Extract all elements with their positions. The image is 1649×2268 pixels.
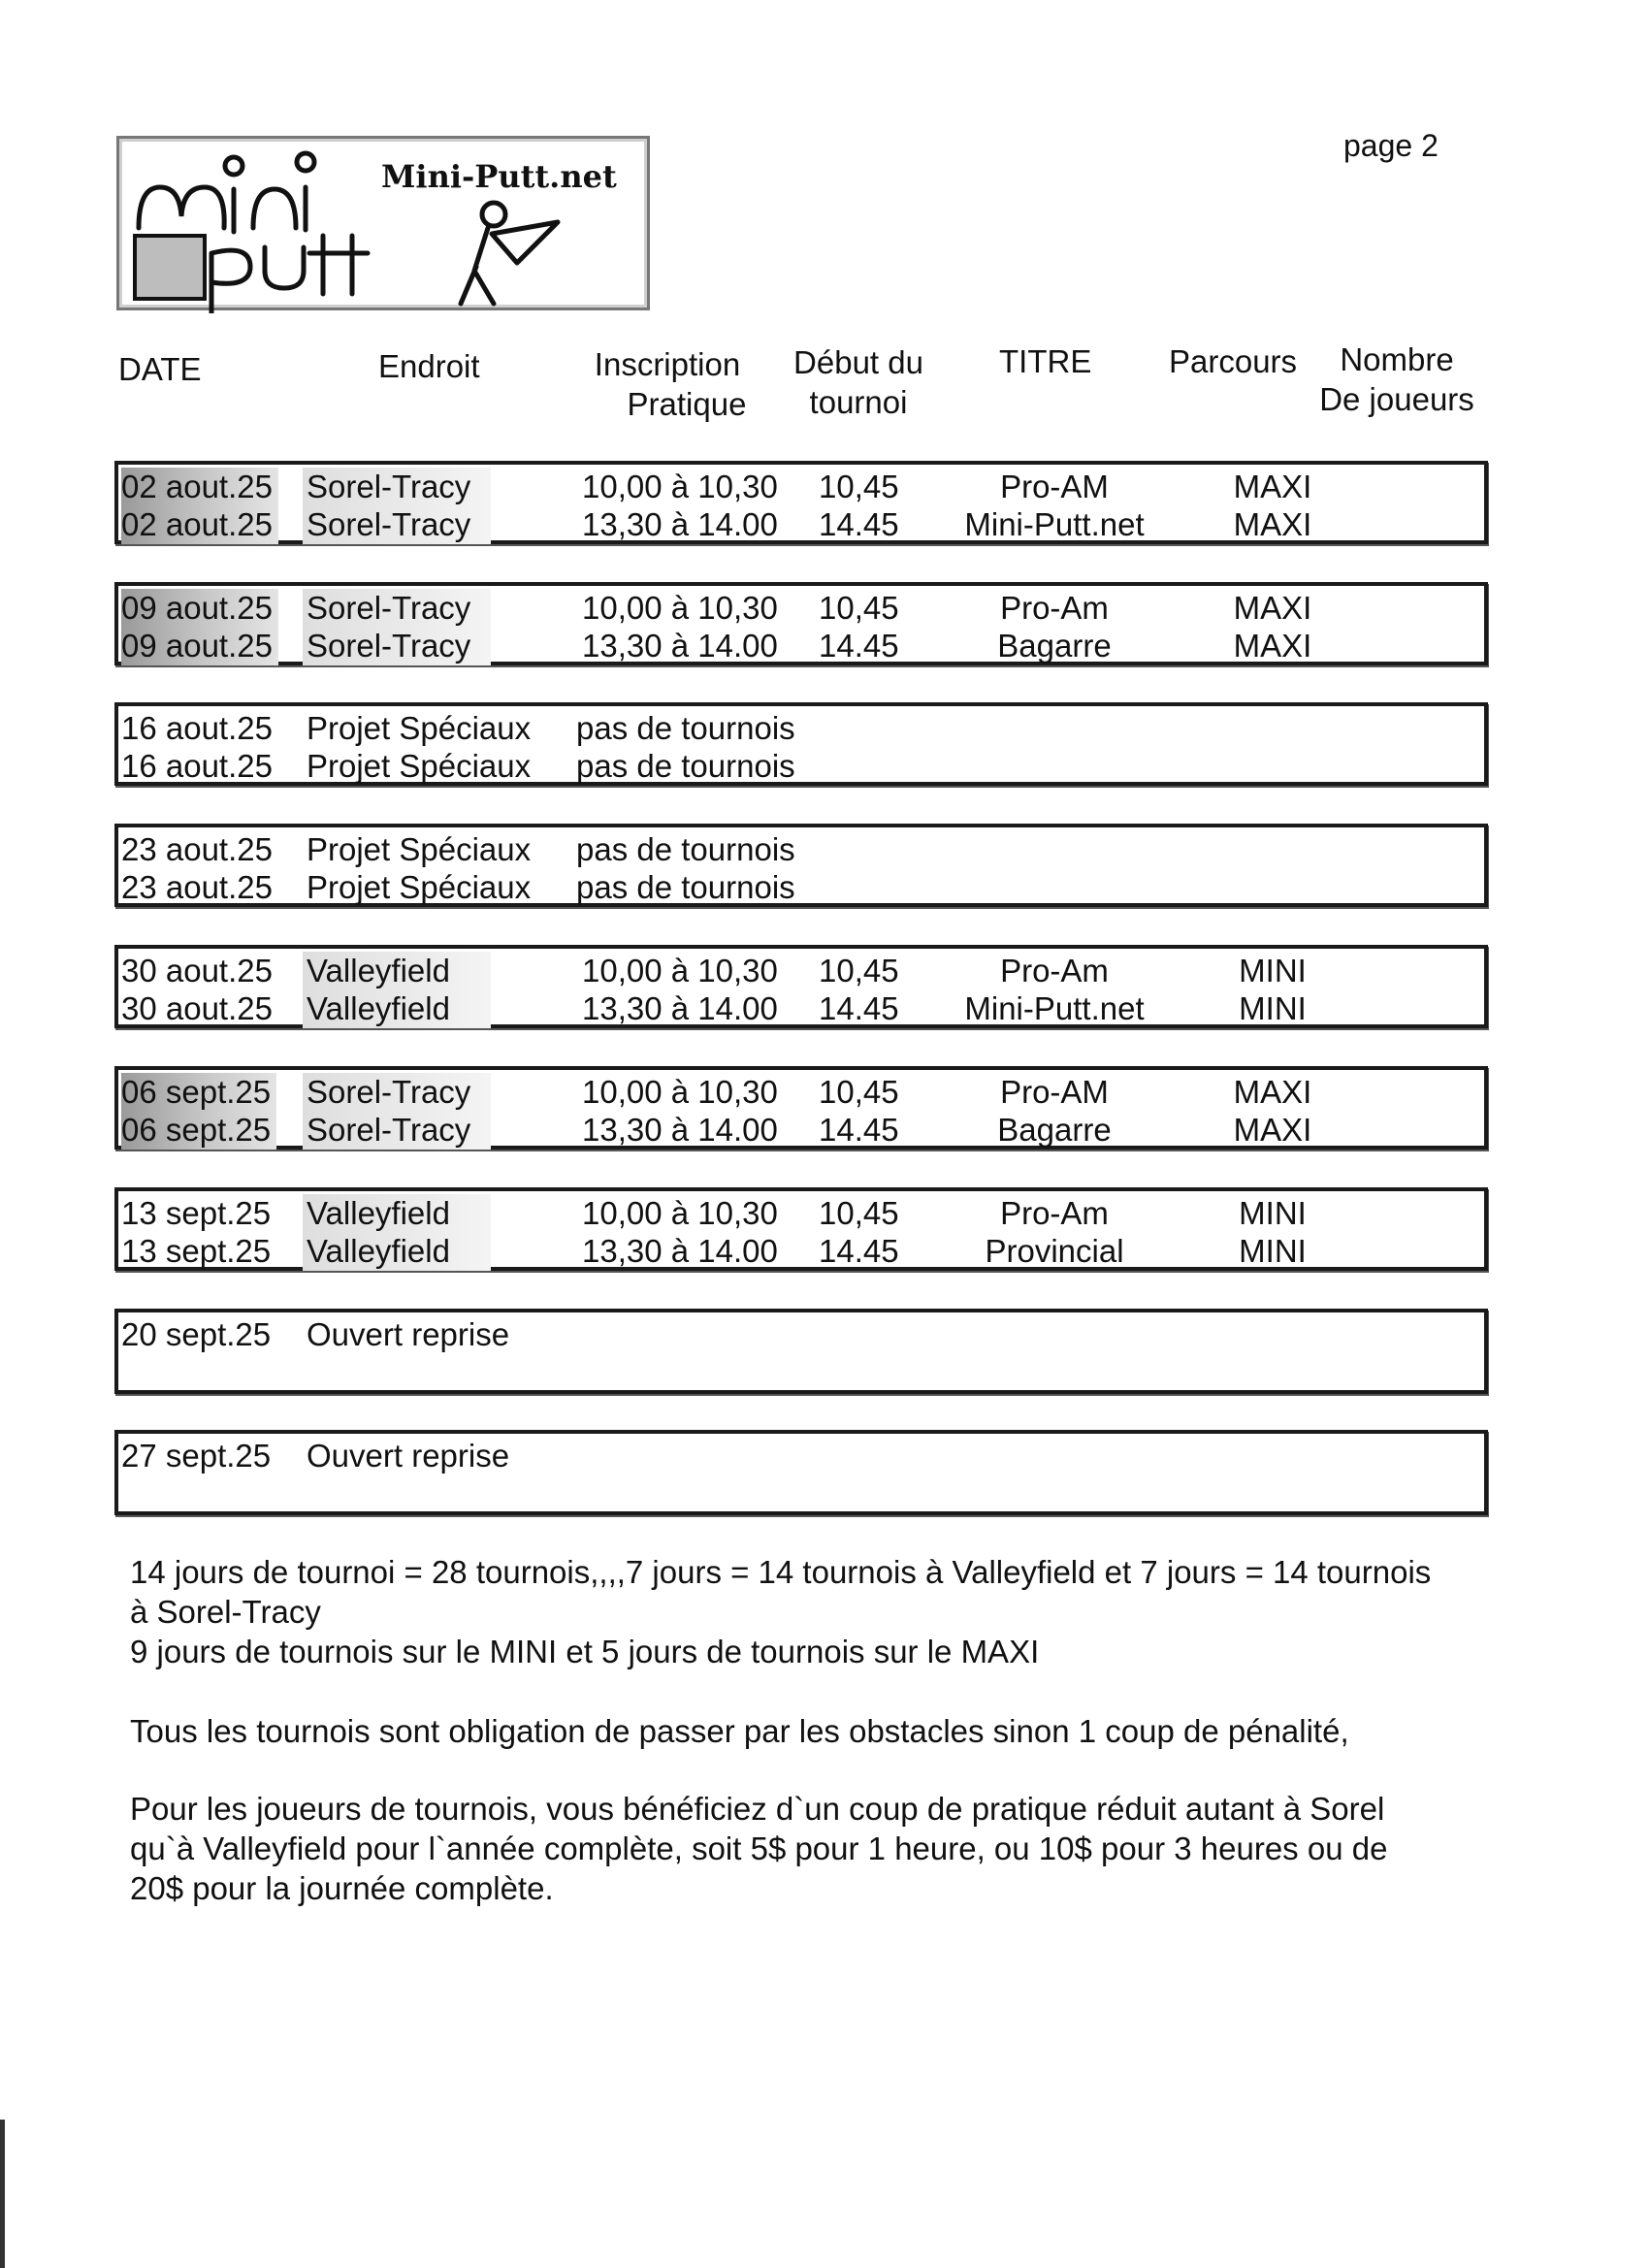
schedule-row (118, 952, 1484, 990)
row-titre: Pro-AM (1000, 469, 1109, 504)
row-date: 30 aout.25 (121, 953, 273, 988)
row-parcours: MINI (1239, 1233, 1307, 1269)
schedule-row (118, 1194, 1484, 1233)
row-inscription: 13,30 à 14.00 (582, 1112, 778, 1148)
row-titre: Bagarre (997, 1112, 1112, 1148)
note-practice-pricing (130, 1789, 1498, 1908)
header-date: DATE (118, 351, 202, 387)
row-date: 02 aout.25 (121, 505, 278, 544)
row-inscription: 13,30 à 14.00 (582, 506, 778, 542)
row-parcours: MAXI (1233, 469, 1312, 504)
schedule-block (114, 1187, 1488, 1271)
header-nombre-line2: De joueurs (1319, 381, 1474, 417)
note-line: à Sorel-Tracy (130, 1594, 321, 1630)
row-inscription: 10,00 à 10,30 (582, 1074, 778, 1110)
row-titre: Pro-Am (1000, 953, 1109, 988)
note-line: qu`à Valleyfield pour l`année complète, soit 5$ pour 1 heure, ou 10$ pour 3 heures ou de (130, 1831, 1388, 1866)
row-location: Valleyfield (303, 1194, 491, 1233)
row-location: Ouvert reprise (307, 1316, 510, 1352)
header-nombre-line1: Nombre (1340, 341, 1454, 377)
row-inscription: 10,00 à 10,30 (582, 953, 778, 988)
note-penalty (130, 1711, 1498, 1751)
schedule-row (118, 830, 1484, 869)
row-titre: Pro-Am (1000, 1195, 1109, 1231)
row-date: 30 aout.25 (121, 990, 273, 1026)
row-inscription: 13,30 à 14.00 (582, 1233, 778, 1269)
row-location: Valleyfield (303, 952, 491, 990)
schedule-row (118, 1315, 1484, 1354)
schedule-row (118, 868, 1484, 907)
row-date: 13 sept.25 (121, 1233, 272, 1269)
schedule-block (114, 824, 1488, 907)
schedule-row (118, 589, 1484, 628)
note-line: Tous les tournois sont obligation de passer par les obstacles sinon 1 coup de pénalité, (130, 1713, 1349, 1749)
note-line: 14 jours de tournoi = 28 tournois,,,,7 jours = 14 tournois à Valleyfield et 7 jours = 14 tournois (130, 1554, 1432, 1590)
row-inscription: pas de tournois (576, 869, 795, 905)
schedule-row (118, 989, 1484, 1028)
row-debut: 10,45 (819, 1195, 899, 1231)
row-location: Sorel-Tracy (303, 468, 491, 506)
logo-site-name: Mini-Putt.net (381, 158, 617, 195)
row-parcours: MINI (1239, 1195, 1307, 1231)
row-titre: Mini-Putt.net (964, 506, 1145, 542)
schedule-block (114, 702, 1488, 786)
row-date: 09 aout.25 (121, 627, 278, 665)
header-debut (781, 342, 936, 422)
row-parcours: MAXI (1233, 506, 1312, 542)
row-date: 06 sept.25 (121, 1073, 276, 1112)
row-inscription: 13,30 à 14.00 (582, 628, 778, 664)
row-parcours: MINI (1239, 990, 1307, 1026)
row-parcours: MAXI (1233, 590, 1312, 626)
row-inscription: pas de tournois (576, 748, 795, 784)
row-date: 23 aout.25 (121, 831, 273, 867)
page-number: page 2 (1343, 128, 1439, 163)
row-date: 23 aout.25 (121, 869, 273, 905)
row-date: 16 aout.25 (121, 710, 273, 746)
row-parcours: MINI (1239, 953, 1307, 988)
header-inscription (570, 344, 764, 424)
schedule-row (118, 1437, 1484, 1475)
row-location: Valleyfield (303, 989, 491, 1028)
row-inscription: 10,00 à 10,30 (582, 469, 778, 504)
header-nombre (1314, 340, 1479, 419)
row-location: Valleyfield (303, 1232, 491, 1271)
row-titre: Provincial (985, 1233, 1124, 1269)
note-line: 9 jours de tournois sur le MINI et 5 jours de tournois sur le MAXI (130, 1634, 1040, 1669)
header-debut-line1: Début du (793, 344, 923, 380)
row-titre: Pro-AM (1000, 1074, 1109, 1110)
schedule-block (114, 1309, 1488, 1394)
row-date: 06 sept.25 (121, 1111, 276, 1150)
schedule-row (118, 505, 1484, 544)
scan-margin-mark (0, 2120, 5, 2268)
schedule-block (114, 945, 1488, 1028)
row-date: 16 aout.25 (121, 748, 273, 784)
schedule-row (118, 1111, 1484, 1150)
row-debut: 10,45 (819, 590, 899, 626)
header-inscription-line2: Pratique (627, 386, 747, 422)
schedule-row (118, 1232, 1484, 1271)
schedule-row (118, 468, 1484, 506)
schedule-row (118, 627, 1484, 665)
row-location: Projet Spéciaux (307, 869, 532, 905)
schedule-row (118, 747, 1484, 786)
row-titre: Mini-Putt.net (964, 990, 1145, 1026)
row-location: Sorel-Tracy (303, 1073, 491, 1112)
row-titre: Bagarre (997, 628, 1112, 664)
row-debut: 14.45 (819, 506, 899, 542)
row-debut: 14.45 (819, 1233, 899, 1269)
row-location: Sorel-Tracy (303, 627, 491, 665)
row-location: Sorel-Tracy (303, 505, 491, 544)
row-date: 09 aout.25 (121, 589, 278, 628)
header-titre: TITRE (999, 343, 1092, 379)
row-location: Sorel-Tracy (303, 589, 491, 628)
row-inscription: pas de tournois (576, 831, 795, 867)
schedule-block (114, 1430, 1488, 1515)
schedule-block (114, 1066, 1488, 1150)
row-location: Ouvert reprise (307, 1438, 510, 1474)
row-parcours: MAXI (1233, 628, 1312, 664)
schedule-block (114, 582, 1488, 665)
schedule-row (118, 709, 1484, 748)
schedule-block (114, 461, 1488, 544)
row-date: 20 sept.25 (121, 1316, 272, 1352)
row-inscription: pas de tournois (576, 710, 795, 746)
row-debut: 14.45 (819, 990, 899, 1026)
note-line: 20$ pour la journée complète. (130, 1870, 554, 1906)
row-debut: 14.45 (819, 628, 899, 664)
row-titre: Pro-Am (1000, 590, 1109, 626)
row-inscription: 10,00 à 10,30 (582, 1195, 778, 1231)
schedule-row (118, 1073, 1484, 1112)
row-date: 13 sept.25 (121, 1195, 272, 1231)
row-parcours: MAXI (1233, 1074, 1312, 1110)
note-line: Pour les joueurs de tournois, vous bénéficiez d`un coup de pratique réduit autant à Sorel (130, 1791, 1385, 1827)
row-parcours: MAXI (1233, 1112, 1312, 1148)
header-endroit: Endroit (378, 348, 480, 384)
header-debut-line2: tournoi (809, 384, 908, 420)
row-location: Projet Spéciaux (307, 710, 532, 746)
note-summary (130, 1552, 1498, 1671)
row-debut: 14.45 (819, 1112, 899, 1148)
row-location: Projet Spéciaux (307, 748, 532, 784)
row-debut: 10,45 (819, 953, 899, 988)
row-date: 02 aout.25 (121, 468, 278, 506)
header-inscription-line1: Inscription (594, 346, 741, 382)
row-inscription: 10,00 à 10,30 (582, 590, 778, 626)
row-location: Projet Spéciaux (307, 831, 532, 867)
row-inscription: 13,30 à 14.00 (582, 990, 778, 1026)
row-debut: 10,45 (819, 1074, 899, 1110)
row-date: 27 sept.25 (121, 1438, 272, 1474)
mini-putt-logo (116, 136, 650, 310)
row-location: Sorel-Tracy (303, 1111, 491, 1150)
header-parcours: Parcours (1169, 343, 1298, 379)
row-debut: 10,45 (819, 469, 899, 504)
